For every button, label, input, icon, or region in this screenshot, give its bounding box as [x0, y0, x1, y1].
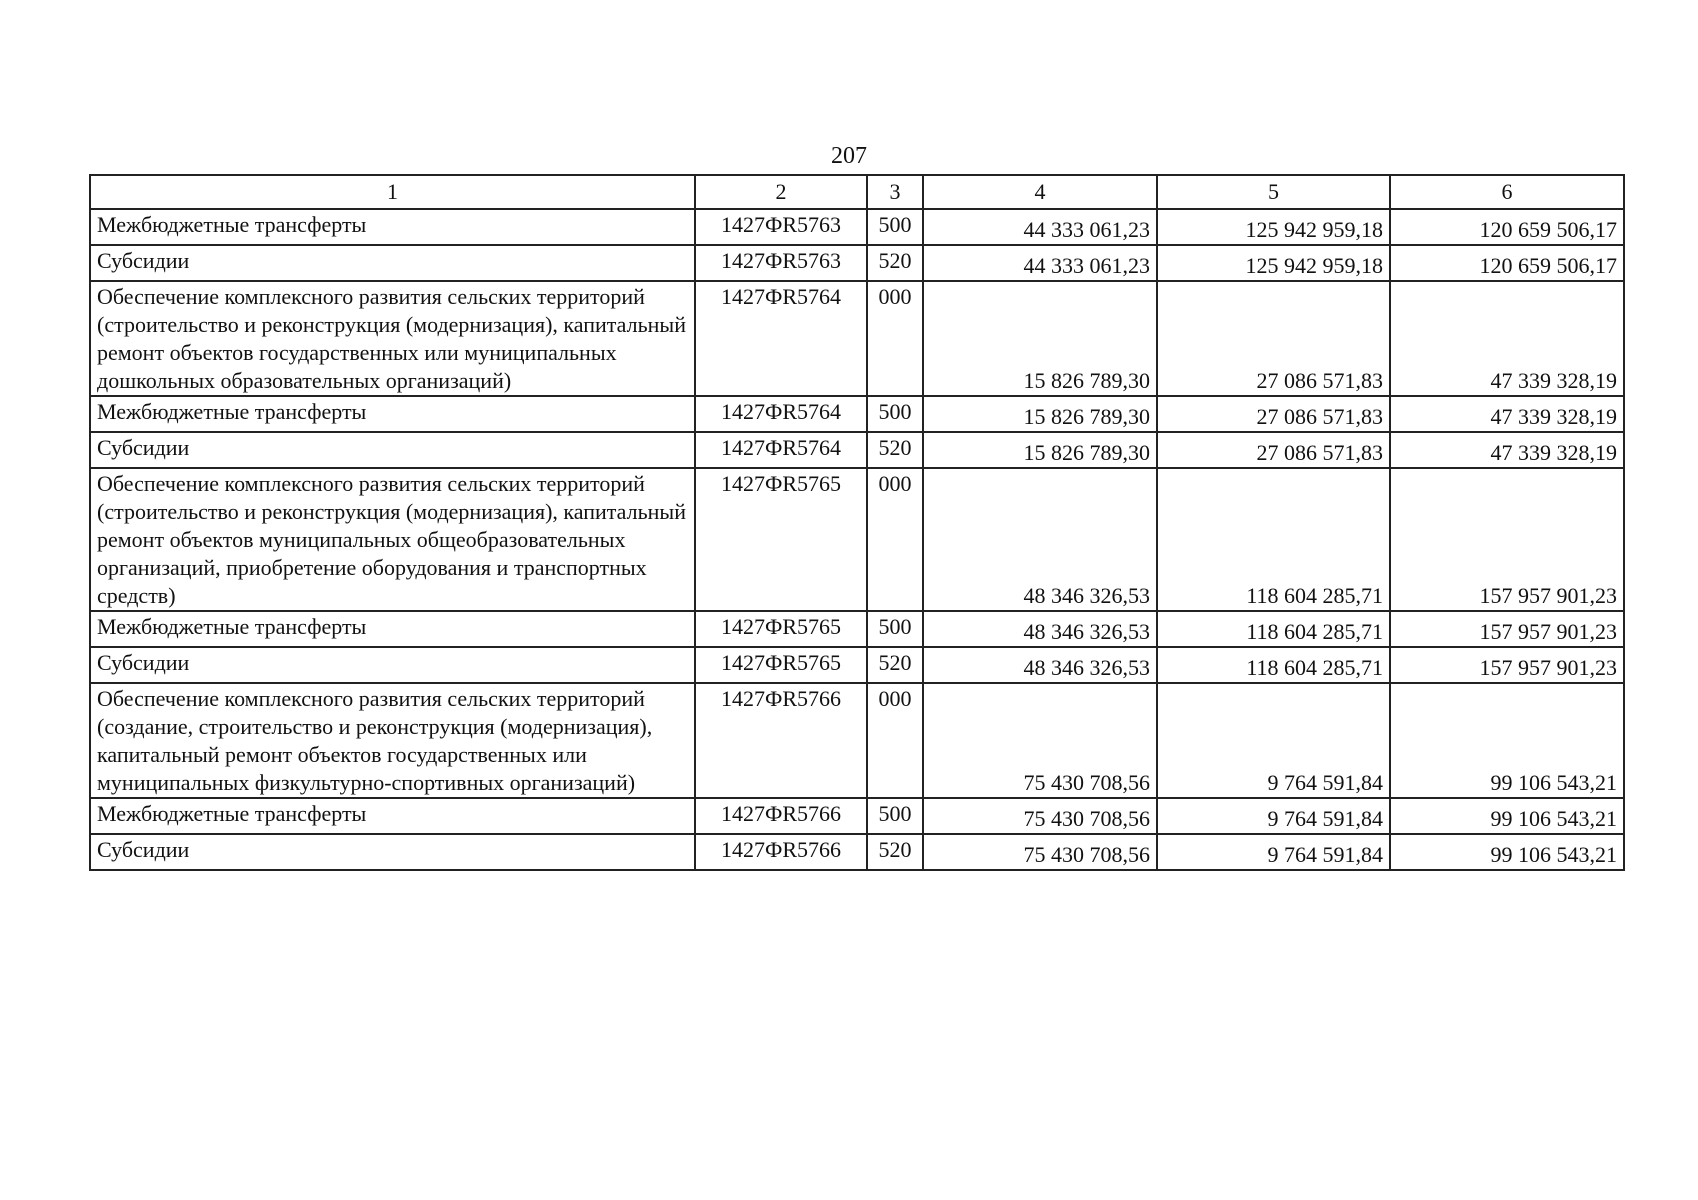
row-type: 500	[867, 396, 923, 432]
row-value-6: 99 106 543,21	[1390, 798, 1624, 834]
row-code: 1427ФR5765	[695, 611, 867, 647]
table-row	[90, 432, 1624, 468]
row-type: 520	[867, 245, 923, 281]
header-row	[90, 175, 1624, 209]
row-name: Обеспечение комплексного развития сельских территорий (строительство и реконструкция (модернизация), капитальный ремонт объектов муниципальных общеобразовательных организаций, приобретение оборудования и транспортных средств)	[90, 468, 695, 611]
row-value-5: 9 764 591,84	[1157, 798, 1390, 834]
table-row	[90, 209, 1624, 245]
row-value-4: 75 430 708,56	[923, 798, 1157, 834]
row-value-4: 48 346 326,53	[923, 468, 1157, 611]
row-value-5: 27 086 571,83	[1157, 281, 1390, 396]
row-type: 500	[867, 611, 923, 647]
row-value-4: 48 346 326,53	[923, 611, 1157, 647]
row-value-6: 99 106 543,21	[1390, 834, 1624, 870]
row-code: 1427ФR5765	[695, 647, 867, 683]
table-row	[90, 798, 1624, 834]
row-value-5: 125 942 959,18	[1157, 245, 1390, 281]
row-type: 000	[867, 468, 923, 611]
row-name: Межбюджетные трансферты	[90, 209, 695, 245]
row-value-6: 157 957 901,23	[1390, 468, 1624, 611]
row-type: 500	[867, 798, 923, 834]
header-cell-5: 5	[1157, 175, 1390, 209]
row-name: Субсидии	[90, 647, 695, 683]
row-type: 520	[867, 432, 923, 468]
table-row	[90, 468, 1624, 611]
page-number: 207	[831, 143, 867, 169]
row-value-6: 157 957 901,23	[1390, 611, 1624, 647]
header-cell-1: 1	[90, 175, 695, 209]
row-type: 520	[867, 834, 923, 870]
row-value-4: 75 430 708,56	[923, 683, 1157, 798]
row-name: Субсидии	[90, 245, 695, 281]
row-value-6: 120 659 506,17	[1390, 209, 1624, 245]
row-code: 1427ФR5763	[695, 245, 867, 281]
row-value-6: 47 339 328,19	[1390, 432, 1624, 468]
row-name: Обеспечение комплексного развития сельских территорий (строительство и реконструкция (модернизация), капитальный ремонт объектов государственных или муниципальных дошкольных образовательных организаций)	[90, 281, 695, 396]
header-cell-3: 3	[867, 175, 923, 209]
row-code: 1427ФR5765	[695, 468, 867, 611]
row-type: 520	[867, 647, 923, 683]
row-type: 000	[867, 683, 923, 798]
row-value-6: 120 659 506,17	[1390, 245, 1624, 281]
table-row	[90, 396, 1624, 432]
row-value-4: 15 826 789,30	[923, 432, 1157, 468]
row-type: 000	[867, 281, 923, 396]
row-code: 1427ФR5766	[695, 834, 867, 870]
row-code: 1427ФR5766	[695, 683, 867, 798]
row-name: Субсидии	[90, 834, 695, 870]
row-name: Межбюджетные трансферты	[90, 798, 695, 834]
row-value-4: 44 333 061,23	[923, 245, 1157, 281]
header-cell-4: 4	[923, 175, 1157, 209]
row-code: 1427ФR5766	[695, 798, 867, 834]
header-cell-2: 2	[695, 175, 867, 209]
row-name: Обеспечение комплексного развития сельских территорий (создание, строительство и реконструкция (модернизация), капитальный ремонт объектов государственных или муниципальных физкультурно-спортивных организаций)	[90, 683, 695, 798]
table-row	[90, 647, 1624, 683]
row-code: 1427ФR5764	[695, 432, 867, 468]
row-value-4: 15 826 789,30	[923, 281, 1157, 396]
row-value-4: 44 333 061,23	[923, 209, 1157, 245]
row-value-5: 27 086 571,83	[1157, 432, 1390, 468]
row-code: 1427ФR5763	[695, 209, 867, 245]
row-value-5: 9 764 591,84	[1157, 834, 1390, 870]
header-cell-6: 6	[1390, 175, 1624, 209]
row-value-5: 118 604 285,71	[1157, 468, 1390, 611]
row-value-5: 118 604 285,71	[1157, 611, 1390, 647]
table-row	[90, 683, 1624, 798]
row-value-6: 157 957 901,23	[1390, 647, 1624, 683]
row-code: 1427ФR5764	[695, 281, 867, 396]
row-value-5: 125 942 959,18	[1157, 209, 1390, 245]
row-value-4: 48 346 326,53	[923, 647, 1157, 683]
row-name: Межбюджетные трансферты	[90, 396, 695, 432]
table-row	[90, 611, 1624, 647]
row-value-5: 9 764 591,84	[1157, 683, 1390, 798]
row-name: Субсидии	[90, 432, 695, 468]
table-row	[90, 245, 1624, 281]
row-value-6: 99 106 543,21	[1390, 683, 1624, 798]
row-value-4: 75 430 708,56	[923, 834, 1157, 870]
row-value-5: 27 086 571,83	[1157, 396, 1390, 432]
row-code: 1427ФR5764	[695, 396, 867, 432]
row-name: Межбюджетные трансферты	[90, 611, 695, 647]
row-value-4: 15 826 789,30	[923, 396, 1157, 432]
row-value-6: 47 339 328,19	[1390, 281, 1624, 396]
table-row	[90, 834, 1624, 870]
row-value-5: 118 604 285,71	[1157, 647, 1390, 683]
budget-table	[89, 174, 1625, 871]
table-row	[90, 281, 1624, 396]
row-type: 500	[867, 209, 923, 245]
row-value-6: 47 339 328,19	[1390, 396, 1624, 432]
